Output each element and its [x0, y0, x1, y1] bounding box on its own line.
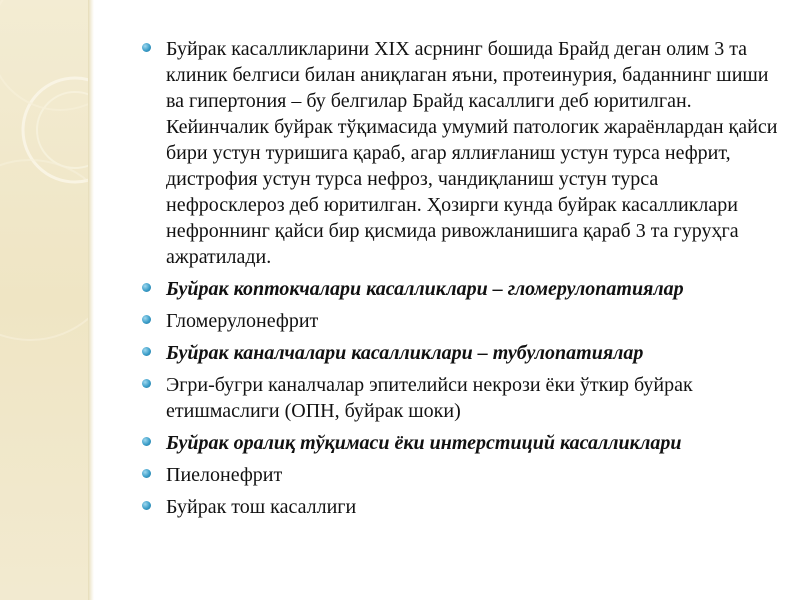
bullet-item-pyelonephritis	[138, 462, 778, 488]
bullet-list	[138, 36, 778, 520]
bullet-dot-icon	[142, 283, 151, 292]
bullet-dot-icon	[142, 347, 151, 356]
bullet-text: Пиелонефрит	[166, 464, 283, 486]
bullet-item-glomerulonephritis	[138, 308, 778, 334]
slide-content	[138, 36, 778, 526]
bullet-text: Буйрак каналчалари касалликлари – тубулопатиялар	[166, 342, 644, 364]
bullet-dot-icon	[142, 501, 151, 510]
bullet-dot-icon	[142, 43, 151, 52]
bullet-text: Буйрак коптокчалари касалликлари – гломерулопатиялар	[166, 278, 684, 300]
bullet-text: Буйрак тош касаллиги	[166, 496, 357, 518]
bullet-dot-icon	[142, 379, 151, 388]
bullet-dot-icon	[142, 437, 151, 446]
side-panel-edge	[88, 0, 94, 600]
decorative-circles	[0, 0, 88, 600]
bullet-text: Буйрак касалликларини XIX асрнинг бошида Брайд деган олим 3 та клиник белгиси билан аниқлаган яъни, протеинурия, баданнинг шиши ва гипертония – бу белгилар Брайд касаллиги деб юритилган. Кейинчалик буйрак тўқимасида умумий патологик жараёнлардан қайси бири устун туришига қараб, агар яллиғланиш устун турса нефрит, дистрофия устун турса нефроз, чандиқланиш устун турса нефросклероз деб юритилган. Ҳозирги кунда буйрак касалликлари нефроннинг қайси бир қисмида ривожланишига қараб 3 та гуруҳга ажратилади.	[166, 38, 778, 268]
bullet-item-intro	[138, 36, 778, 270]
bullet-text: Эгри-бугри каналчалар эпителийси некрози ёки ўткир буйрак етишмаслиги (ОПН, буйрак шоки)	[166, 374, 693, 422]
decorative-side-panel	[0, 0, 88, 600]
bullet-dot-icon	[142, 315, 151, 324]
bullet-text: Гломерулонефрит	[166, 310, 319, 332]
bullet-text: Буйрак оралиқ тўқимаси ёки интерстиций касалликлари	[166, 432, 682, 454]
bullet-dot-icon	[142, 469, 151, 478]
bullet-item-kidney-stones	[138, 494, 778, 520]
bullet-item-necrosis	[138, 372, 778, 424]
bullet-item-glomerulopathies	[138, 276, 778, 302]
bullet-item-tubulopathies	[138, 340, 778, 366]
bullet-item-interstitial	[138, 430, 778, 456]
